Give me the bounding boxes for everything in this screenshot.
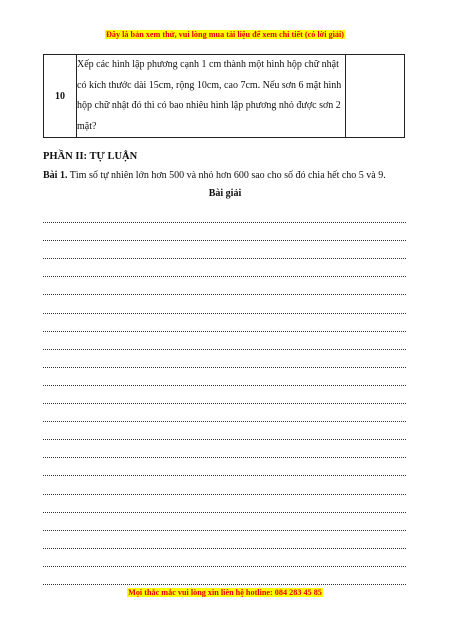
preview-notice-text: Đây là bản xem thử, vui lòng mua tài liệu để xem chi tiết (có lời giải) xyxy=(105,30,344,39)
question-table xyxy=(43,54,405,138)
hotline-text: Mọi thắc mắc vui lòng xin liên hệ hotline: 084 283 45 85 xyxy=(128,588,322,597)
solution-heading: Bài giải xyxy=(208,188,242,199)
question-text: Xếp các hình lập phương cạnh 1 cm thành một hình hộp chữ nhật có kích thước dài 15cm, rộng 10cm, cao 7cm. Nếu sơn 6 mặt hình hộp chữ nhật đó thì có bao nhiêu hình lập phương nhỏ được sơn 2 mặt? xyxy=(77,55,346,138)
answer-lines xyxy=(43,205,406,585)
answer-line xyxy=(43,241,406,259)
answer-line xyxy=(43,513,406,531)
hotline-banner xyxy=(0,587,450,598)
answer-line xyxy=(43,495,406,513)
answer-line xyxy=(43,440,406,458)
exercise-label: Bài 1. xyxy=(43,170,68,181)
answer-line xyxy=(43,386,406,404)
answer-line xyxy=(43,295,406,313)
preview-notice-banner xyxy=(0,29,450,40)
answer-line xyxy=(43,314,406,332)
answer-line xyxy=(43,205,406,223)
answer-line xyxy=(43,368,406,386)
answer-line xyxy=(43,404,406,422)
answer-line xyxy=(43,549,406,567)
answer-line xyxy=(43,531,406,549)
question-number: 10 xyxy=(44,55,77,138)
exercise-text: Tìm số tự nhiên lớn hơn 500 và nhỏ hơn 600 sao cho số đó chia hết cho 5 và 9. xyxy=(69,170,386,181)
answer-cell xyxy=(346,55,405,138)
section-title: PHẦN II: TỰ LUẬN xyxy=(43,151,138,162)
answer-line xyxy=(43,476,406,494)
question-row xyxy=(44,55,405,138)
answer-line xyxy=(43,223,406,241)
answer-line xyxy=(43,259,406,277)
answer-line xyxy=(43,458,406,476)
exercise-prompt xyxy=(43,170,386,181)
answer-line xyxy=(43,567,406,585)
answer-line xyxy=(43,422,406,440)
answer-line xyxy=(43,277,406,295)
answer-line xyxy=(43,332,406,350)
answer-line xyxy=(43,350,406,368)
